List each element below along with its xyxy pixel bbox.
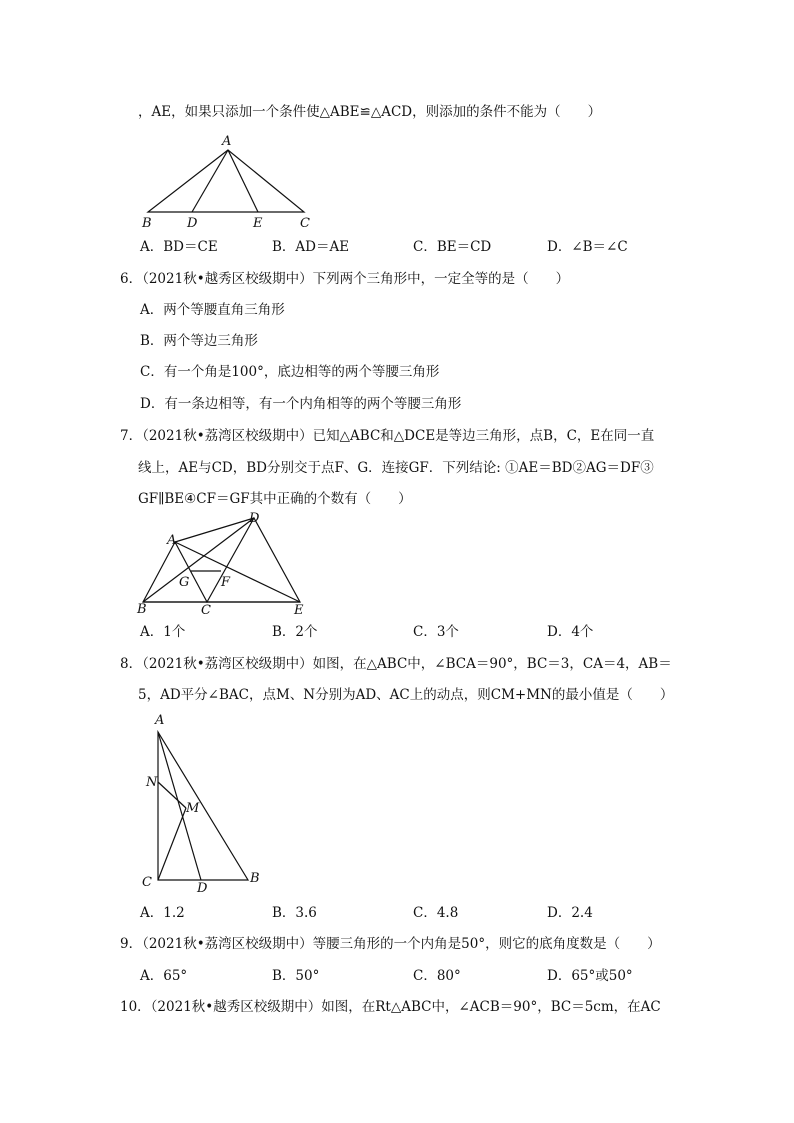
q7-label-g: G bbox=[179, 575, 190, 590]
q8-label-n: N bbox=[146, 775, 158, 790]
q8-segment-cm bbox=[158, 808, 186, 880]
q5-segment-ae bbox=[228, 150, 258, 212]
q8-segment-nm bbox=[158, 782, 186, 808]
q5-figure bbox=[140, 132, 320, 232]
q9-option-c: C．80° bbox=[413, 968, 461, 984]
q6-option-d: D．有一条边相等，有一个内角相等的两个等腰三角形 bbox=[140, 396, 462, 412]
q5-label-c: C bbox=[300, 216, 310, 231]
q6-option-b: B．两个等边三角形 bbox=[140, 333, 258, 349]
q8-label-a: A bbox=[155, 713, 165, 728]
q9-stem: 9．（2021秋•荔湾区校级期中）等腰三角形的一个内角是50°，则它的底角度数是（ ） bbox=[120, 936, 661, 952]
q7-triangle-abc bbox=[143, 542, 207, 602]
q8-label-c: C bbox=[142, 875, 152, 890]
q7-stem-line-3: GF∥BE④CF＝GF其中正确的个数有（ ） bbox=[138, 491, 412, 507]
q5-label-d: D bbox=[187, 216, 198, 231]
q8-label-m: M bbox=[186, 801, 200, 816]
q8-option-b: B．3.6 bbox=[272, 905, 317, 921]
q7-label-f: F bbox=[221, 575, 231, 590]
q6-option-c: C．有一个角是100°，底边相等的两个等腰三角形 bbox=[140, 364, 440, 380]
q7-option-d: D．4个 bbox=[547, 624, 594, 640]
q10-stem: 10．（2021秋•越秀区校级期中）如图，在Rt△ABC中，∠ACB＝90°，BC＝5cm，在AC bbox=[120, 999, 661, 1015]
q5-label-e: E bbox=[253, 216, 263, 231]
q7-option-b: B．2个 bbox=[272, 624, 318, 640]
q8-triangle-abc bbox=[158, 732, 248, 880]
q7-label-d: D bbox=[249, 511, 260, 526]
q8-stem-line-2: 5，AD平分∠BAC，点M、N分别为AD、AC上的动点，则CM+MN的最小值是（ ） bbox=[138, 687, 674, 703]
q7-stem-line-2: 线上，AE与CD，BD分别交于点F、G．连接GF．下列结论: ①AE＝BD②AG＝DF③ bbox=[138, 460, 654, 476]
q7-figure bbox=[135, 510, 315, 620]
q9-option-a: A．65° bbox=[140, 968, 188, 984]
q6-option-a: A．两个等腰直角三角形 bbox=[140, 302, 285, 318]
q5-segment-ad bbox=[192, 150, 228, 212]
q5-option-a: A．BD＝CE bbox=[140, 239, 218, 255]
q5-label-a: A bbox=[222, 134, 232, 149]
q7-label-e: E bbox=[294, 603, 304, 618]
q7-stem-line-1: 7．（2021秋•荔湾区校级期中）已知△ABC和△DCE是等边三角形，点B，C，E在同一直 bbox=[120, 428, 655, 444]
q7-option-c: C．3个 bbox=[413, 624, 459, 640]
q5-option-b: B．AD＝AE bbox=[272, 239, 350, 255]
q8-option-c: C．4.8 bbox=[413, 905, 459, 921]
q7-label-c: C bbox=[201, 603, 211, 618]
q5-triangle-abc bbox=[148, 150, 304, 212]
q7-option-a: A．1个 bbox=[140, 624, 186, 640]
q5-option-d: D．∠B＝∠C bbox=[547, 239, 628, 255]
q5-label-b: B bbox=[142, 216, 152, 231]
q8-stem-line-1: 8．（2021秋•荔湾区校级期中）如图，在△ABC中，∠BCA＝90°，BC＝3，CA＝4，AB＝ bbox=[120, 656, 672, 672]
q7-segment-ae bbox=[175, 542, 300, 602]
q8-figure bbox=[140, 710, 270, 900]
q9-option-b: B．50° bbox=[272, 968, 320, 984]
q5-stem: ，AE，如果只添加一个条件使△ABE≌△ACD，则添加的条件不能为（ ） bbox=[138, 104, 602, 120]
q5-option-c: C．BE＝CD bbox=[413, 239, 492, 255]
q6-stem: 6．（2021秋•越秀区校级期中）下列两个三角形中，一定全等的是（ ） bbox=[120, 271, 570, 287]
q9-option-d: D．65°或50° bbox=[547, 968, 633, 984]
q8-option-d: D．2.4 bbox=[547, 905, 593, 921]
q8-label-d: D bbox=[197, 881, 208, 896]
q8-option-a: A．1.2 bbox=[140, 905, 185, 921]
q7-segment-bd bbox=[143, 518, 254, 602]
q8-label-b: B bbox=[250, 871, 260, 886]
q7-label-b: B bbox=[137, 602, 147, 617]
q7-label-a: A bbox=[167, 533, 177, 548]
